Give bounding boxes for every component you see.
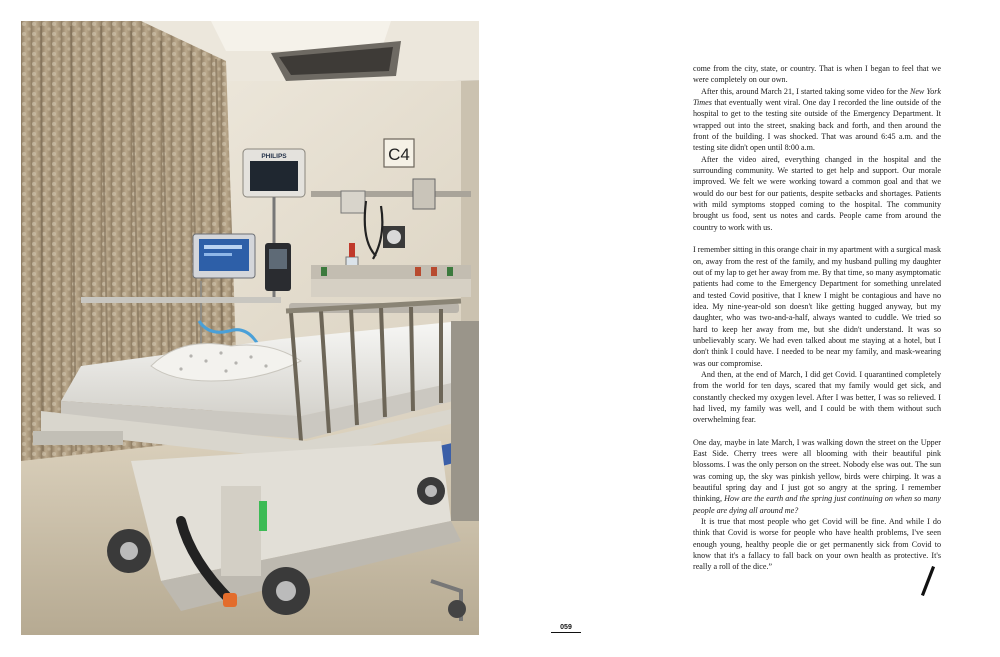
hospital-room-photo <box>21 21 479 635</box>
text-run: I remember sitting in this orange chair in my apartment with a surgical mask on, away from the rest of the family, and my husband pulling my daughter out of my lap to get her away from me. By that time, so many asymptomatic patients had come to the Emergency Department for something unrelated and tested Covid positive, that I knew I might be contagious and have no idea. My nine-year-old son doesn't like getting hugged anyway, but my daughter, who was two-and-a-half, always wanted to cuddle. We tried so hard to keep her away from me, but she didn't understand. It was so unbelievably scary. We had even talked about me staying at a hotel, but I don't think I could have. I needed to be near my family, and mask-wearing was our compromise. <box>693 245 941 368</box>
italic-text-run: How are the earth and the spring just continuing on when so many people are dying all around me? <box>693 494 941 515</box>
article-text-column <box>693 63 941 573</box>
text-run: that eventually went viral. One day I recorded the line outside of the hospital to get to the testing site outside of the Emergency Department. It wrapped out into the street, snaking back and forth, and then around the front of the building. I was shocked. That was around 6:45 a.m. and the testing site didn't open until 8:00 a.m. <box>693 98 941 153</box>
article-paragraph <box>693 437 941 516</box>
room-sign <box>384 139 414 167</box>
text-run: come from the city, state, or country. That is when I began to feel that we were completely on our own. <box>693 64 941 85</box>
article-paragraph <box>693 63 941 86</box>
text-run: After this, around March 21, I started taking some video for the <box>701 86 910 96</box>
italic-text-run: New York Times <box>693 86 942 108</box>
text-run: After the video aired, everything changed in the hospital and the surrounding community. We started to get help and support. Our morale improved. We felt we were working toward a common goal and that we would do our best for our patients, despite setbacks and shortages. Patients with mild symptoms stopped coming to the hospital. The community brought us food, sent us notes and cards. People came from around the country to work with us. <box>693 154 941 232</box>
article-paragraph <box>693 516 941 573</box>
text-run: One day, maybe in late March, I was walking down the street on the Upper East Side. Cherry trees were all blooming with their beautiful pink blossoms. I was the only person on the street. Nobody else was out. The sun was coming up, the sky was pinkish yellow, birds were chirping. It was a beautiful spring day and I just got so angry at the spring. I remember thinking, <box>693 437 941 504</box>
text-run: It is true that most people who get Covid will be fine. And while I do think that Covid is worse for people who have health problems, I've seen enough young, healthy people die or get permanently sick from Covid to know that it's a fallacy to fall back on your own health as protective. It's really a roll of the dice.” <box>693 517 941 572</box>
article-paragraph <box>693 369 941 426</box>
svg-text:PHILIPS: PHILIPS <box>261 153 287 160</box>
section-end-slash-mark <box>920 566 936 596</box>
text-run: And then, at the end of March, I did get Covid. I quarantined completely from the world for ten days, scared that my family would get sick, and constantly checked my oxygen level. After I was better, I was so relieved. I had lived, my family was well, and I could be with them without such overwhelming fear. <box>693 369 941 425</box>
svg-text:C4: C4 <box>388 145 410 164</box>
article-paragraph <box>693 244 941 369</box>
page-number: 059 <box>551 624 581 633</box>
article-paragraph <box>693 86 941 154</box>
article-paragraph <box>693 154 941 233</box>
